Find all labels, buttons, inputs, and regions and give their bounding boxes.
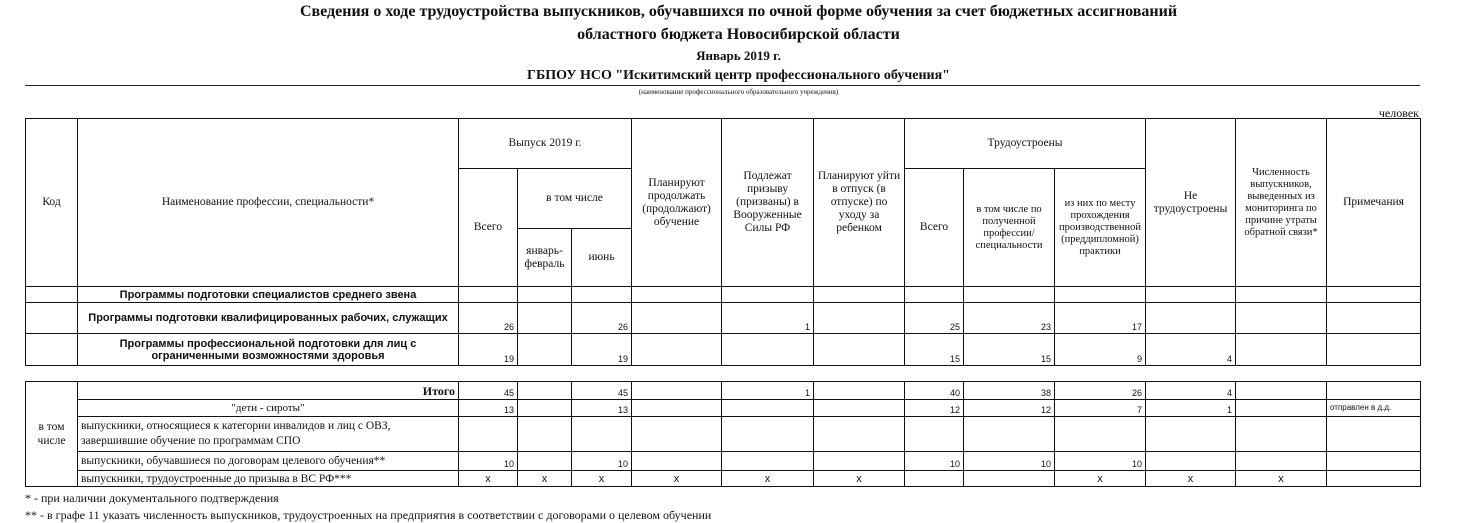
col-graduates: Выпуск 2019 г. <box>459 119 632 169</box>
row-name: Программы подготовки специалистов среднего звена <box>78 287 459 303</box>
footnote-2: ** - в графе 11 указать численность выпускников, трудоустроенных на предприятия в соответствии с договорами о целевом обучении <box>25 508 712 522</box>
orphans-note: отправлен в д.д. <box>1327 400 1421 417</box>
table-row: в том числе Итого 45 45 1 40 38 26 4 <box>26 382 1421 400</box>
row-itogo: Итого <box>78 382 459 400</box>
row-name: Программы профессиональной подготовки для лиц с ограниченными возможностями здоровья <box>78 334 459 366</box>
col-employed-profession: в том числе по полученной профессии/специальности <box>964 169 1055 287</box>
table-row: "дети - сироты" 13 13 12 12 7 1 отправлен в д.д. <box>26 400 1421 417</box>
row-name: Программы подготовки квалифицированных рабочих, служащих <box>78 303 459 334</box>
institution-name: ГБПОУ НСО "Искитимский центр профессионального обучения" <box>527 68 950 83</box>
institution-underline <box>25 85 1420 86</box>
report-title-line2: областного бюджета Новосибирской области <box>577 26 900 43</box>
summary-table <box>25 381 1421 487</box>
row-army-employed: выпускники, трудоустроенные до призыва в ВС РФ*** <box>78 471 459 487</box>
table-row: Программы профессиональной подготовки для лиц с ограниченными возможностями здоровья 19 19 15 15 9 4 <box>26 334 1421 366</box>
col-employed-total: Всего <box>905 169 964 287</box>
col-notes: Примечания <box>1327 119 1421 287</box>
including-label: в том числе <box>26 382 78 487</box>
table-row: Программы подготовки квалифицированных рабочих, служащих 26 26 1 25 23 17 <box>26 303 1421 334</box>
col-employed-internship: из них по месту прохождения производственной (преддипломной) практики <box>1055 169 1146 287</box>
col-june: июнь <box>572 229 632 287</box>
footnote-1: * - при наличии документального подтверждения <box>25 491 279 505</box>
row-target: выпускники, обучавшиеся по договорам целевого обучения** <box>78 452 459 471</box>
main-table <box>25 118 1421 366</box>
col-total: Всего <box>459 169 518 287</box>
col-leave: Планируют уйти в отпуск (в отпуске) по уходу за ребенком <box>814 119 905 287</box>
unit-label: человек <box>1378 106 1419 120</box>
table-row <box>26 287 1421 303</box>
col-lost-monitoring: Численность выпускников, выведенных из мониторинга по причине утраты обратной связи* <box>1236 119 1327 287</box>
row-orphans: "дети - сироты" <box>78 400 459 417</box>
col-army: Подлежат призыву (призваны) в Вооруженные Силы РФ <box>722 119 814 287</box>
institution-caption: (наименование профессионального образовательного учреждения) <box>638 88 839 96</box>
table-row: выпускники, трудоустроенные до призыва в ВС РФ*** x x x x x x x x x <box>26 471 1421 487</box>
col-code: Код <box>26 119 78 287</box>
report-title-line1: Сведения о ходе трудоустройства выпускников, обучавшихся по очной форме обучения за счет бюджетных ассигнований <box>299 3 1178 20</box>
table-row <box>26 417 1421 452</box>
col-continue-study: Планируют продолжать (продолжают) обучение <box>632 119 722 287</box>
table-row: выпускники, обучавшиеся по договорам целевого обучения** 10 10 10 10 10 <box>26 452 1421 471</box>
col-name: Наименование профессии, специальности* <box>78 119 459 287</box>
col-including: в том числе <box>518 169 632 229</box>
col-not-employed: Не трудоустроены <box>1146 119 1236 287</box>
col-jan-feb: январь-февраль <box>518 229 572 287</box>
row-disabled: выпускники, относящиеся к категории инвалидов и лиц с ОВЗ, завершившие обучение по программам СПО <box>78 417 459 452</box>
report-period: Январь 2019 г. <box>696 48 781 63</box>
col-employed: Трудоустроены <box>905 119 1146 169</box>
